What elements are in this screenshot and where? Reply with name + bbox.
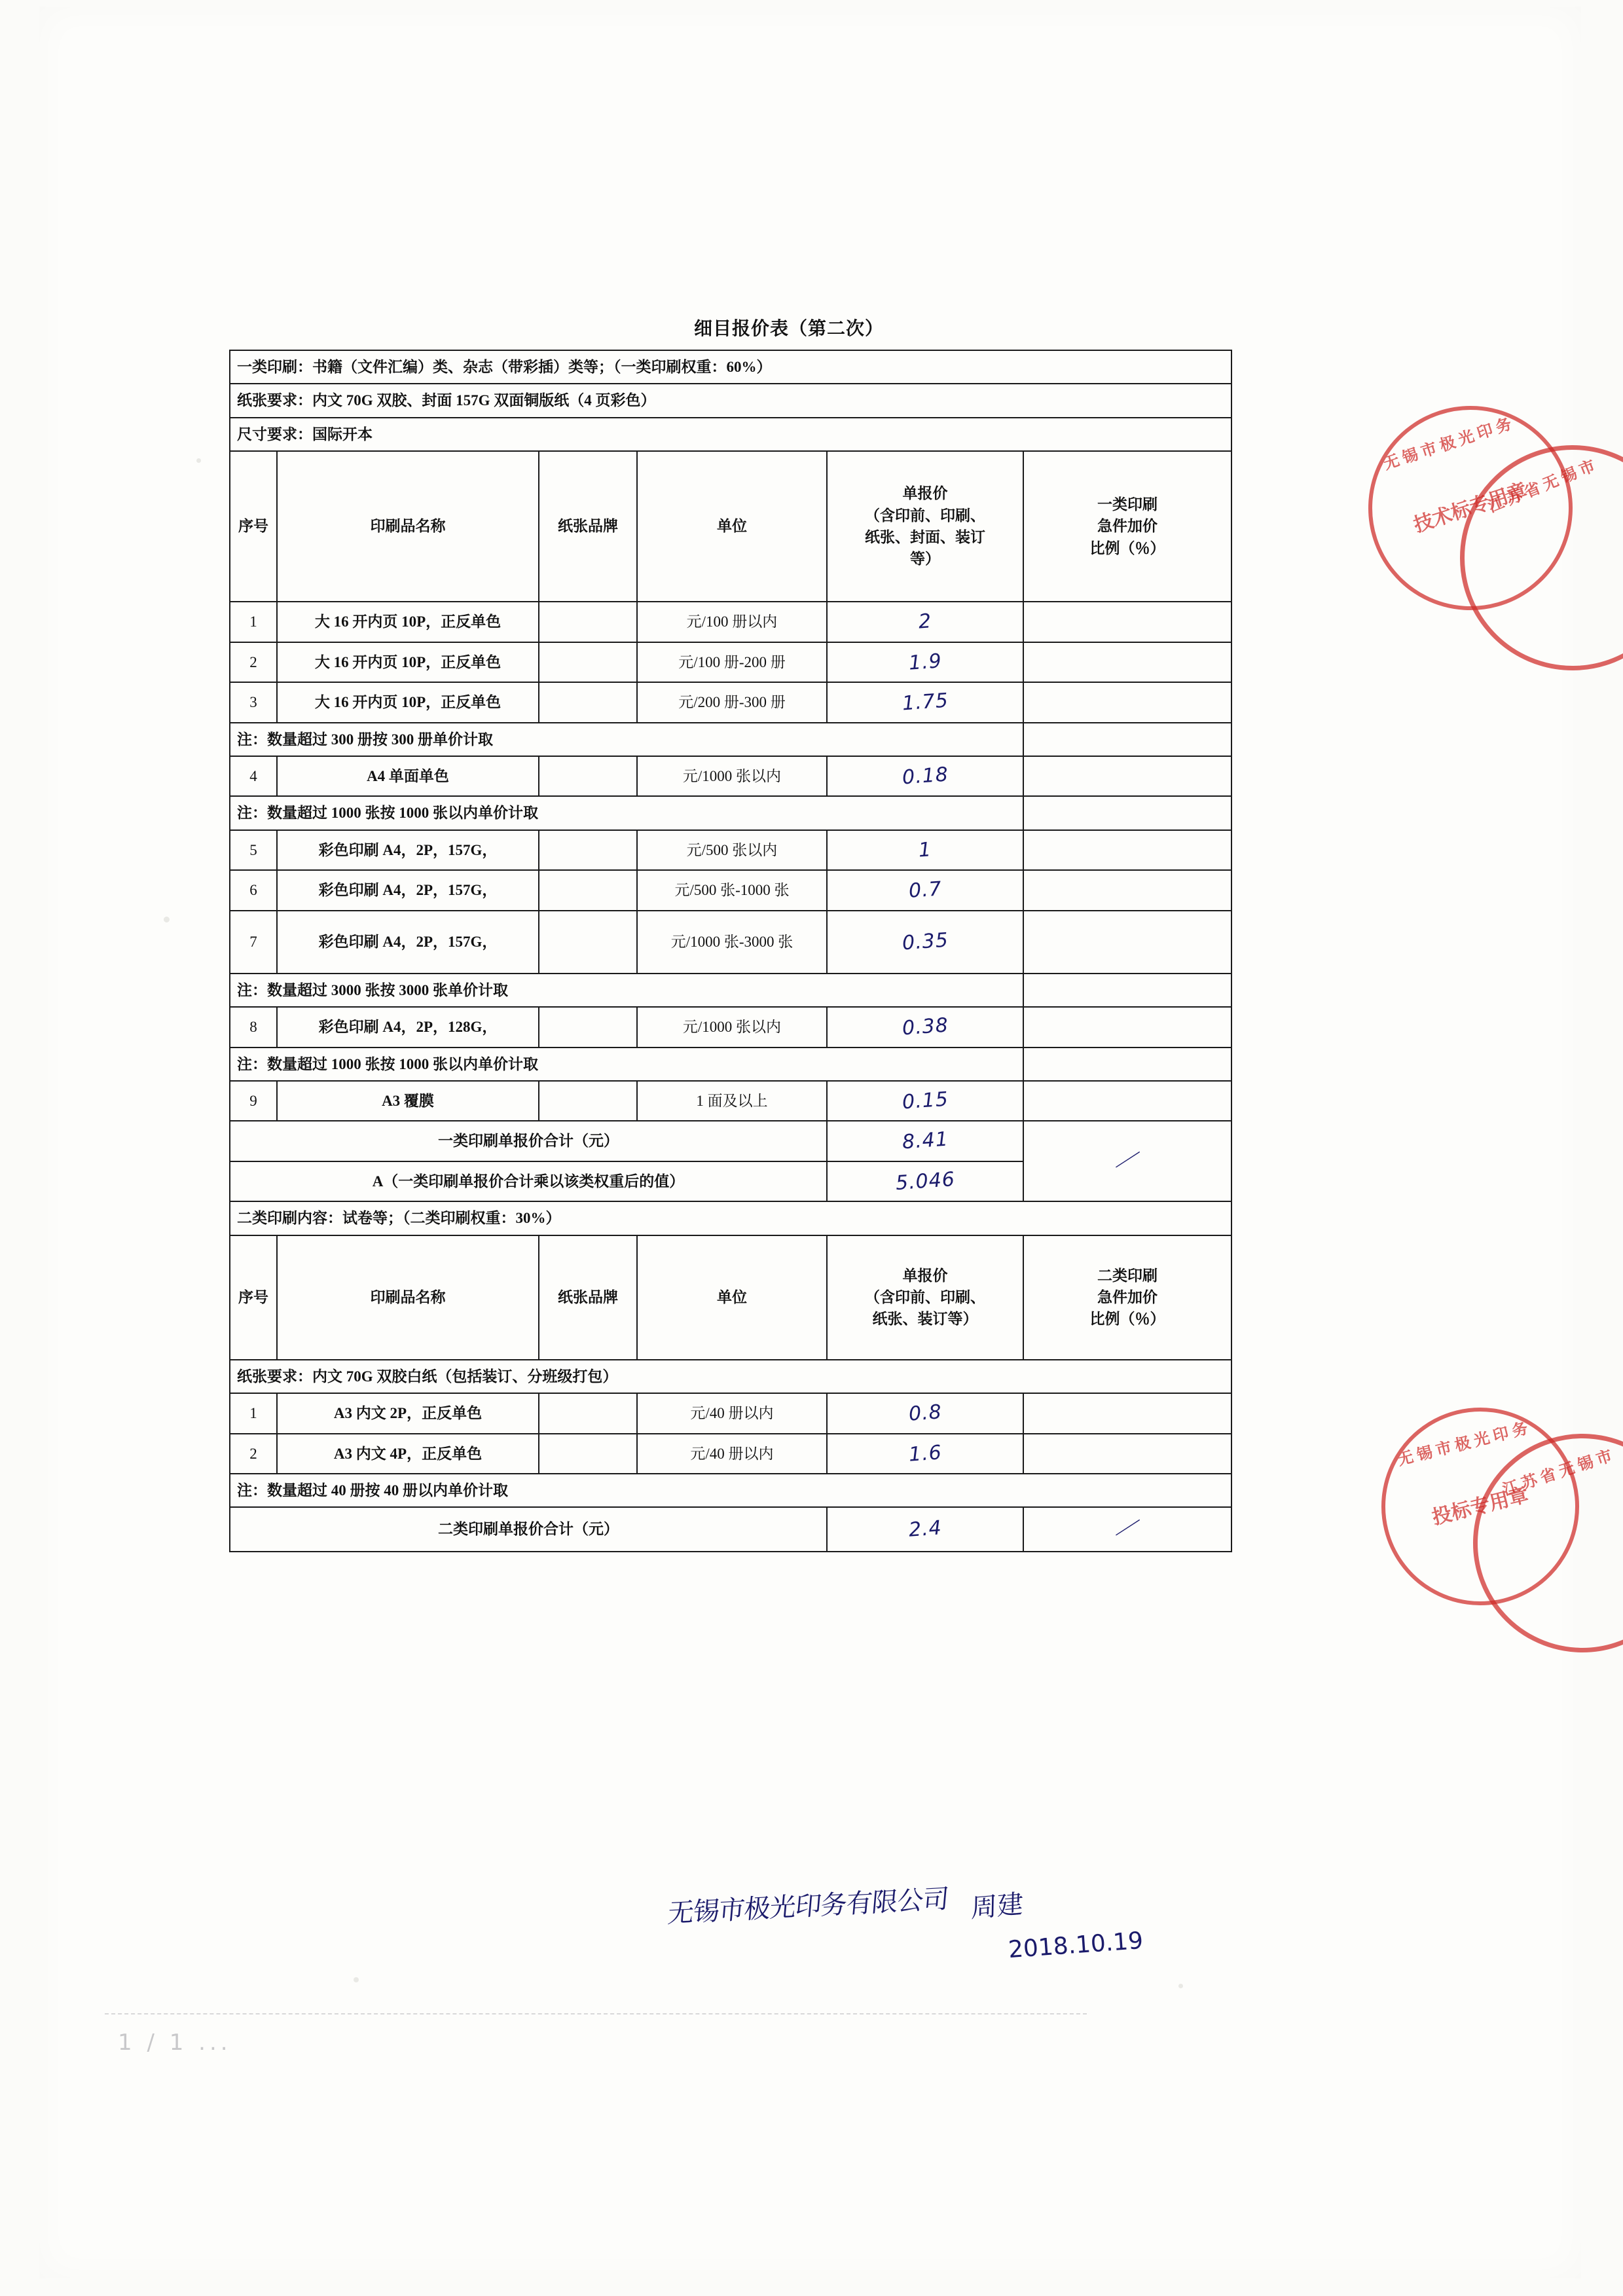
cell-surcharge (1023, 1434, 1231, 1474)
cell-product: 彩色印刷 A4，2P，157G， (277, 870, 539, 911)
col2-header-price-l3: 纸张、装订等） (872, 1311, 978, 1328)
col2-header-price-l2: （含印前、印刷、 (865, 1289, 985, 1306)
table-row (230, 1507, 1231, 1551)
cell-product: A3 覆膜 (277, 1081, 539, 1121)
stamp-bottom-right-center (1483, 1511, 1623, 1576)
cell-unit: 元/100 册-200 册 (637, 642, 827, 683)
cell-brand (539, 682, 637, 723)
cell-surcharge (1023, 1048, 1231, 1081)
cell-price (827, 602, 1023, 642)
table-row (230, 723, 1231, 756)
col-header-price-l1: 单报价 (902, 485, 948, 502)
section1-line2: 纸张要求：内文 70G 双胶、封面 157G 双面铜版纸（4 页彩色） (230, 384, 1231, 417)
scan-speck (196, 458, 201, 463)
cell-unit: 元/40 册以内 (637, 1393, 827, 1434)
handwritten-price: 2 (917, 610, 933, 634)
cell-no: 9 (230, 1081, 277, 1121)
cell-product: A4 单面单色 (277, 756, 539, 797)
cell-brand (539, 1434, 637, 1474)
table-row (230, 796, 1231, 829)
table-row (230, 1201, 1231, 1235)
col-header-price-l2: （含印前、印刷、 (865, 507, 985, 524)
table-row (230, 756, 1231, 797)
col-header-surcharge-l3: 比例（％） (1089, 539, 1165, 556)
table-row (230, 870, 1231, 911)
section1-line3: 尺寸要求：国际开本 (230, 418, 1231, 451)
cell-no: 5 (230, 830, 277, 871)
cell-unit: 元/200 册-300 册 (637, 682, 827, 723)
handwritten-total: 8.41 (901, 1127, 949, 1154)
cell-unit: 元/1000 张-3000 张 (637, 911, 827, 974)
weighted-mark-cell (1023, 1121, 1231, 1201)
cell-unit: 元/500 张-1000 张 (637, 870, 827, 911)
col-header-price (827, 451, 1023, 602)
handwritten-total2: 2.4 (907, 1516, 943, 1542)
total2-value (827, 1507, 1023, 1551)
col2-header-surcharge-l2: 急件加价 (1097, 1289, 1158, 1306)
table-row (230, 1048, 1231, 1081)
handwritten-price: 0.35 (901, 928, 949, 955)
cell-product: A3 内文 2P，正反单色 (277, 1393, 539, 1434)
stamp-bottom-right-curve: 江苏省无锡市 (1501, 1446, 1618, 1499)
note-over-40: 注：数量超过 40 册按 40 册以内单价计取 (230, 1474, 1231, 1507)
table-row (230, 1360, 1231, 1393)
col-header-price-l3: 纸张、封面、装订 (865, 529, 985, 546)
table-row (230, 602, 1231, 642)
table-row (230, 642, 1231, 683)
stamp-top-left-center: 技术标专用章 (1411, 479, 1530, 537)
stamp-bottom-left-curve: 无锡市极光印务 (1396, 1419, 1534, 1469)
signature-company: 无锡市极光印务有限公司 (666, 1884, 950, 1929)
table-row (230, 974, 1231, 1007)
cell-surcharge (1023, 1007, 1231, 1048)
table-row (230, 1007, 1231, 1048)
weighted-value (827, 1161, 1023, 1202)
cell-brand (539, 756, 637, 797)
col2-header-product: 印刷品名称 (277, 1235, 539, 1360)
table-row (230, 1393, 1231, 1434)
cell-surcharge (1023, 602, 1231, 642)
cell-brand (539, 911, 637, 974)
cell-product: 彩色印刷 A4，2P，128G， (277, 1007, 539, 1048)
cell-product: 大 16 开内页 10P，正反单色 (277, 682, 539, 723)
cell-unit: 1 面及以上 (637, 1081, 827, 1121)
cell-price (827, 642, 1023, 683)
section2-paper-req: 纸张要求：内文 70G 双胶白纸（包括装订、分班级打包） (230, 1360, 1231, 1393)
cell-no: 7 (230, 911, 277, 974)
col-header-price-l4: 等） (910, 551, 940, 568)
scan-dashed-line (105, 2013, 1087, 2014)
cell-no: 6 (230, 870, 277, 911)
cell-brand (539, 830, 637, 871)
cell-price (827, 1007, 1023, 1048)
total2-label: 二类印刷单报价合计（元） (230, 1507, 827, 1551)
col-header-brand: 纸张品牌 (539, 451, 637, 602)
cell-no: 2 (230, 642, 277, 683)
cell-no: 1 (230, 1393, 277, 1434)
col2-header-price (827, 1235, 1023, 1360)
cell-price (827, 682, 1023, 723)
table-header-row (230, 451, 1231, 602)
cell-product: 大 16 开内页 10P，正反单色 (277, 642, 539, 683)
note-over-3000: 注：数量超过 3000 张按 3000 张单价计取 (230, 974, 1023, 1007)
signature-name: 周建 (970, 1889, 1024, 1924)
handwritten-price: 0.7 (907, 877, 943, 903)
cell-surcharge (1023, 870, 1231, 911)
table-row (230, 418, 1231, 451)
col-header-surcharge (1023, 451, 1231, 602)
table-row (230, 1474, 1231, 1507)
handwritten-slash: ／ (1114, 1514, 1141, 1544)
cell-unit: 元/500 张以内 (637, 830, 827, 871)
cell-surcharge (1023, 642, 1231, 683)
cell-unit: 元/100 册以内 (637, 602, 827, 642)
cell-brand (539, 870, 637, 911)
table-row (230, 1434, 1231, 1474)
handwritten-price: 1.75 (901, 689, 949, 716)
cell-surcharge (1023, 1081, 1231, 1121)
cell-surcharge (1023, 756, 1231, 797)
col-header-unit: 单位 (637, 451, 827, 602)
cell-unit: 元/1000 张以内 (637, 756, 827, 797)
cell-price (827, 756, 1023, 797)
cell-brand (539, 642, 637, 683)
cell-brand (539, 602, 637, 642)
cell-surcharge (1023, 723, 1231, 756)
cell-surcharge (1023, 1393, 1231, 1434)
col2-header-surcharge-l1: 二类印刷 (1097, 1267, 1158, 1284)
table-row (230, 911, 1231, 974)
col-header-surcharge-l1: 一类印刷 (1097, 496, 1158, 513)
stamp-top-right-center (1472, 517, 1623, 598)
cell-product: 大 16 开内页 10P，正反单色 (277, 602, 539, 642)
section1-line1: 一类印刷：书籍（文件汇编）类、杂志（带彩插）类等；（一类印刷权重：60%） (230, 350, 1231, 384)
cell-surcharge (1023, 974, 1231, 1007)
col2-header-no-label: 序号 (238, 1289, 268, 1306)
cell-surcharge (1023, 796, 1231, 829)
table-row (230, 830, 1231, 871)
cell-surcharge (1023, 682, 1231, 723)
cell-price (827, 870, 1023, 911)
handwritten-slash: ／ (1114, 1146, 1141, 1176)
table-row (230, 1081, 1231, 1121)
cell-product: 彩色印刷 A4，2P，157G， (277, 830, 539, 871)
handwritten-price: 0.38 (901, 1013, 949, 1040)
cell-price (827, 911, 1023, 974)
cell-unit: 元/40 册以内 (637, 1434, 827, 1474)
handwritten-price: 1.6 (907, 1440, 943, 1467)
cell-price (827, 1434, 1023, 1474)
cell-surcharge (1023, 830, 1231, 871)
cell-surcharge (1023, 911, 1231, 974)
cell-price (827, 1081, 1023, 1121)
stamp-top-right-curve: 江苏省无锡市 (1486, 456, 1602, 517)
cell-no: 4 (230, 756, 277, 797)
cell-unit: 元/1000 张以内 (637, 1007, 827, 1048)
table-header-row (230, 1235, 1231, 1360)
signature-date: 2018.10.19 (1007, 1927, 1144, 1964)
col2-header-brand: 纸张品牌 (539, 1235, 637, 1360)
total2-mark (1023, 1507, 1231, 1551)
scan-speck (164, 917, 170, 922)
page-title: 细目报价表（第二次） (693, 319, 884, 339)
note-over-1000b: 注：数量超过 1000 张按 1000 张以内单价计取 (230, 1048, 1023, 1081)
handwritten-price: 1.9 (907, 649, 943, 675)
note-over-1000a: 注：数量超过 1000 张按 1000 张以内单价计取 (230, 796, 1023, 829)
table-row (230, 350, 1231, 384)
col2-header-price-l1: 单报价 (902, 1267, 948, 1284)
handwritten-weighted: 5.046 (894, 1167, 956, 1195)
total-label: 一类印刷单报价合计（元） (230, 1121, 827, 1161)
col2-header-surcharge-l3: 比例（％） (1089, 1311, 1165, 1328)
cell-no: 8 (230, 1007, 277, 1048)
signature-block (668, 1886, 1257, 1997)
scan-speck (354, 1977, 359, 1982)
table-row (230, 384, 1231, 417)
col-header-no-label: 序号 (238, 518, 268, 535)
quotation-form (229, 314, 1264, 1552)
table-row (230, 682, 1231, 723)
total-value (827, 1121, 1023, 1161)
col2-header-no (230, 1235, 277, 1360)
cell-price (827, 1393, 1023, 1434)
cell-product: 彩色印刷 A4，2P，157G， (277, 911, 539, 974)
col2-header-unit: 单位 (637, 1235, 827, 1360)
cell-no: 3 (230, 682, 277, 723)
handwritten-price: 1 (917, 838, 933, 862)
handwritten-price: 0.18 (901, 763, 949, 790)
handwritten-price: 0.8 (907, 1400, 943, 1426)
cell-brand (539, 1007, 637, 1048)
table-row (230, 1121, 1231, 1161)
cell-brand (539, 1081, 637, 1121)
cell-no: 1 (230, 602, 277, 642)
bottom-faint-marks: 1 / 1 ... (118, 2030, 232, 2056)
weighted-label: A（一类印刷单报价合计乘以该类权重后的值） (230, 1161, 827, 1202)
col-header-no (230, 451, 277, 602)
cell-brand (539, 1393, 637, 1434)
col-header-product: 印刷品名称 (277, 451, 539, 602)
quotation-table (229, 350, 1232, 1552)
cell-price (827, 830, 1023, 871)
stamp-top-left-curve: 无锡市极光印务 (1381, 414, 1518, 473)
note-over-300: 注：数量超过 300 册按 300 册单价计取 (230, 723, 1023, 756)
stamp-bottom-left-center: 投标专用章 (1430, 1484, 1531, 1529)
col-header-surcharge-l2: 急件加价 (1097, 518, 1158, 535)
section2-line1: 二类印刷内容：试卷等；（二类印刷权重：30%） (230, 1201, 1231, 1235)
cell-product: A3 内文 4P，正反单色 (277, 1434, 539, 1474)
handwritten-price: 0.15 (901, 1087, 949, 1114)
cell-no: 2 (230, 1434, 277, 1474)
col2-header-surcharge (1023, 1235, 1231, 1360)
